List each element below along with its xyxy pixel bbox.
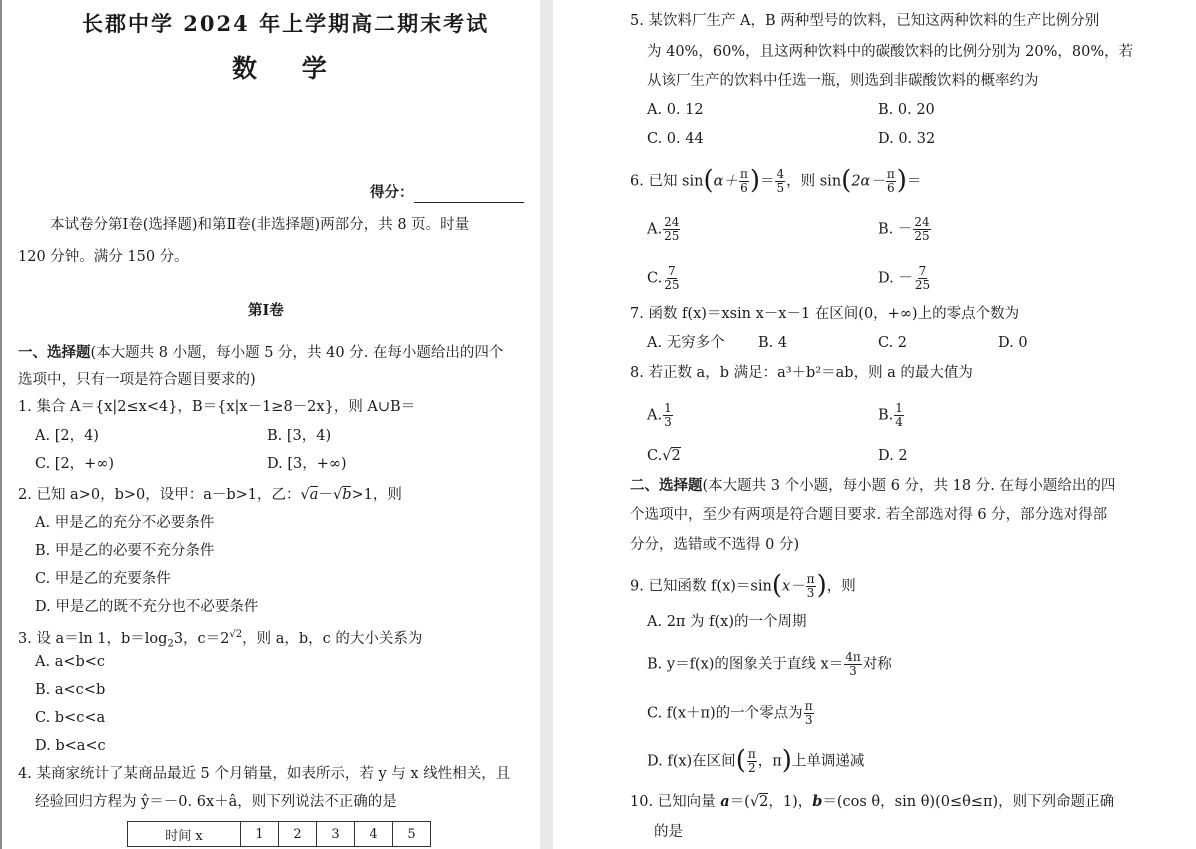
question-9: 9. 已知函数 f(x)＝sin(x－ $\frac{\pi}{3}$ )，则 <box>630 570 856 601</box>
q1-option-a: A. [2，4) <box>35 428 99 444</box>
question-3 <box>18 625 422 655</box>
q9-option-a: A. 2π 为 f(x)的一个周期 <box>647 614 807 630</box>
q8-option-a: A. $\frac{1}{3}$ <box>647 401 672 429</box>
q6-option-a: A. $\frac{24}{25}$ <box>647 215 680 243</box>
fraction: $\frac{\pi}{6}$ <box>886 167 895 195</box>
q8-option-c: C.√2 <box>647 448 681 464</box>
q5-option-b: B. 0. 20 <box>878 102 935 118</box>
sqrt-a-radicand: a <box>309 487 319 503</box>
q6-equals: ＝ <box>759 173 775 190</box>
fraction: $\frac{1}{3}$ <box>664 401 672 429</box>
subject-title: 数 学 <box>232 54 345 83</box>
sqrt-b-radicand: b <box>342 487 352 503</box>
section1-desc-2: 选项中，只有一项是符合题目要求的) <box>18 372 256 388</box>
question-5-line-1: 5. 某饮料厂生产 A，B 两种型号的饮料，已知这两种饮料的生产比例分别 <box>630 13 1100 29</box>
table-cell: 4 <box>355 822 393 847</box>
q1-option-b: B. [3，4) <box>267 428 332 444</box>
q2-option-c: C. 甲是乙的充要条件 <box>35 571 171 587</box>
sales-table <box>127 821 431 847</box>
q7-option-a: A. 无穷多个 <box>647 335 725 351</box>
q5-option-d: D. 0. 32 <box>878 131 936 147</box>
q6-option-c: C. $\frac{7}{25}$ <box>647 264 680 292</box>
q2-option-b: B. 甲是乙的必要不充分条件 <box>35 543 215 559</box>
q9-arg: x－ <box>781 578 805 595</box>
fraction: $\frac{\pi}{3}$ <box>804 699 813 727</box>
table-cell: 1 <box>241 822 279 847</box>
question-10-line-1: 10. 已知向量 a＝(√2，1)，b＝(cos θ，sin θ)(0≤θ≤π)，则下列命题正确 <box>630 793 1115 810</box>
q3-text-mid: 3，c＝2 <box>173 630 230 647</box>
question-6: 6. 已知 sin(α＋ $\frac{\pi}{6}$ )＝ $\frac{4}{5}$ ，则 sin(2α－ $\frac{\pi}{6}$ )＝ <box>630 165 922 196</box>
section1-desc: (本大题共 8 小题，每小题 5 分，共 40 分. 在每小题给出的四个 <box>90 345 504 361</box>
intro-line-2: 120 分钟。满分 150 分。 <box>18 249 189 265</box>
q3-log-base: 2 <box>167 638 174 650</box>
question-5-line-2: 为 40%，60%，且这两种饮料中的碳酸饮料的比例分别为 20%，80%，若 <box>647 44 1134 60</box>
q5-option-a: A. 0. 12 <box>647 102 704 118</box>
q6-option-b: B. － $\frac{24}{25}$ <box>878 215 930 243</box>
table-header-time: 时间 x <box>128 822 241 847</box>
exam-title: 长郡中学 2024 年上学期高二期末考试 <box>82 11 490 36</box>
vector-a: a <box>720 793 730 810</box>
section2-desc-2: 个选项中，至少有两项是符合题目要求. 若全部选对得 6 分，部分选对得部 <box>630 507 1108 523</box>
q2-option-a: A. 甲是乙的充分不必要条件 <box>35 515 215 531</box>
q7-option-c: C. 2 <box>878 335 908 351</box>
exam-page-left <box>0 0 540 849</box>
q6-arg-2: 2α－ <box>851 173 885 190</box>
q9-option-d: D. f(x)在区间( $\frac{\pi}{2}$ ，π)上单调递减 <box>647 745 865 776</box>
question-8: 8. 若正数 a，b 满足：a³＋b²＝ab，则 a 的最大值为 <box>630 365 973 381</box>
question-7: 7. 函数 f(x)＝xsin x－x－1 在区间(0，+∞)上的零点个数为 <box>630 306 1020 322</box>
question-10-line-2: 的是 <box>654 824 683 840</box>
fraction: $\frac{24}{25}$ <box>664 215 680 243</box>
sqrt-b: √b <box>332 487 352 503</box>
fraction: $\frac{1}{4}$ <box>895 401 903 429</box>
section1-title: 一、选择题 <box>18 344 91 361</box>
fraction: $\frac{\pi}{6}$ <box>739 167 748 195</box>
q9-option-c: C. f(x＋π)的一个零点为 $\frac{\pi}{3}$ <box>647 699 813 727</box>
q2-text-pre: 2. 已知 a>0，b>0，设甲：a－b>1，乙： <box>18 487 301 503</box>
score-field <box>370 183 524 203</box>
fraction: $\frac{7}{25}$ <box>664 264 680 292</box>
question-2 <box>18 485 402 505</box>
q1-option-d: D. [3，+∞) <box>267 456 347 472</box>
fraction: $\frac{4\pi}{3}$ <box>845 650 861 678</box>
q2-text-post: >1，则 <box>351 487 402 503</box>
q3-text-post: ，则 a，b，c 的大小关系为 <box>242 630 423 647</box>
q7-option-d: D. 0 <box>998 335 1028 351</box>
question-4-line-2: 经验回归方程为 ŷ＝－0. 6x＋â，则下列说法不正确的是 <box>35 794 397 810</box>
q9-text-post: ，则 <box>826 578 856 595</box>
question-5-line-3: 从该厂生产的饮料中任选一瓶，则选到非碳酸饮料的概率约为 <box>647 73 1039 89</box>
sqrt-a: √a <box>300 487 319 503</box>
exam-page-right <box>553 0 1196 849</box>
vector-b: b <box>812 793 823 810</box>
q6-text-post: ＝ <box>906 173 922 190</box>
q7-option-b: B. 4 <box>758 335 788 351</box>
q3-text-pre: 3. 设 a＝ln 1，b＝log <box>18 630 168 647</box>
sqrt: √2 <box>749 794 769 810</box>
section2-title: 二、选择题 <box>630 477 703 494</box>
section2-desc: (本大题共 3 个小题，每小题 6 分，共 18 分. 在每小题给出的四 <box>702 478 1116 494</box>
q6-text-mid: ，则 sin <box>786 173 842 190</box>
table-cell: 3 <box>317 822 355 847</box>
section2-desc-3: 分分，选错或不选得 0 分) <box>630 537 800 553</box>
sqrt: √2 <box>662 448 681 464</box>
score-label: 得分： <box>370 184 414 201</box>
score-blank <box>414 188 524 203</box>
fraction: $\frac{4}{5}$ <box>776 167 785 195</box>
q2-minus: － <box>318 487 333 503</box>
section1-heading <box>18 343 503 363</box>
q9-option-b: B. y＝f(x)的图象关于直线 x＝ $\frac{4\pi}{3}$ 对称 <box>647 650 892 678</box>
table-row <box>128 822 431 847</box>
fraction: $\frac{7}{25}$ <box>914 264 931 292</box>
q3-exponent: √2 <box>229 629 243 640</box>
table-cell: 5 <box>393 822 431 847</box>
table-cell: 2 <box>279 822 317 847</box>
question-1: 1. 集合 A＝{x|2≤x<4}，B＝{x|x－1≥8－2x}，则 A∪B＝ <box>18 399 416 415</box>
q8-option-d: D. 2 <box>878 448 908 464</box>
q2-option-d: D. 甲是乙的既不充分也不必要条件 <box>35 599 259 615</box>
q3-option-a: A. a<b<c <box>35 654 106 670</box>
q3-option-b: B. a<c<b <box>35 682 106 698</box>
q8-option-b: B. $\frac{1}{4}$ <box>878 401 903 429</box>
fraction: $\frac{24}{25}$ <box>914 215 930 243</box>
q6-arg-1: α＋ <box>713 173 738 190</box>
intro-line-1: 本试卷分第Ⅰ卷(选择题)和第Ⅱ卷(非选择题)两部分，共 8 页。时量 <box>50 217 470 233</box>
q3-option-d: D. b<a<c <box>35 738 106 754</box>
volume-heading: 第Ⅰ卷 <box>248 302 284 319</box>
fraction: $\frac{\pi}{3}$ <box>806 572 815 600</box>
q6-text-pre: 6. 已知 sin <box>630 173 704 190</box>
q5-option-c: C. 0. 44 <box>647 131 704 147</box>
q1-option-c: C. [2，+∞) <box>35 456 115 472</box>
section2-heading <box>630 476 1115 496</box>
q6-option-d: D. － $\frac{7}{25}$ <box>878 264 931 292</box>
q3-option-c: C. b<c<a <box>35 710 106 726</box>
fraction: $\frac{\pi}{2}$ <box>747 747 756 775</box>
q9-text-pre: 9. 已知函数 f(x)＝sin <box>630 578 772 595</box>
question-4-line-1: 4. 某商家统计了某商品最近 5 个月销量，如表所示，若 y 与 x 线性相关，且 <box>18 766 511 782</box>
